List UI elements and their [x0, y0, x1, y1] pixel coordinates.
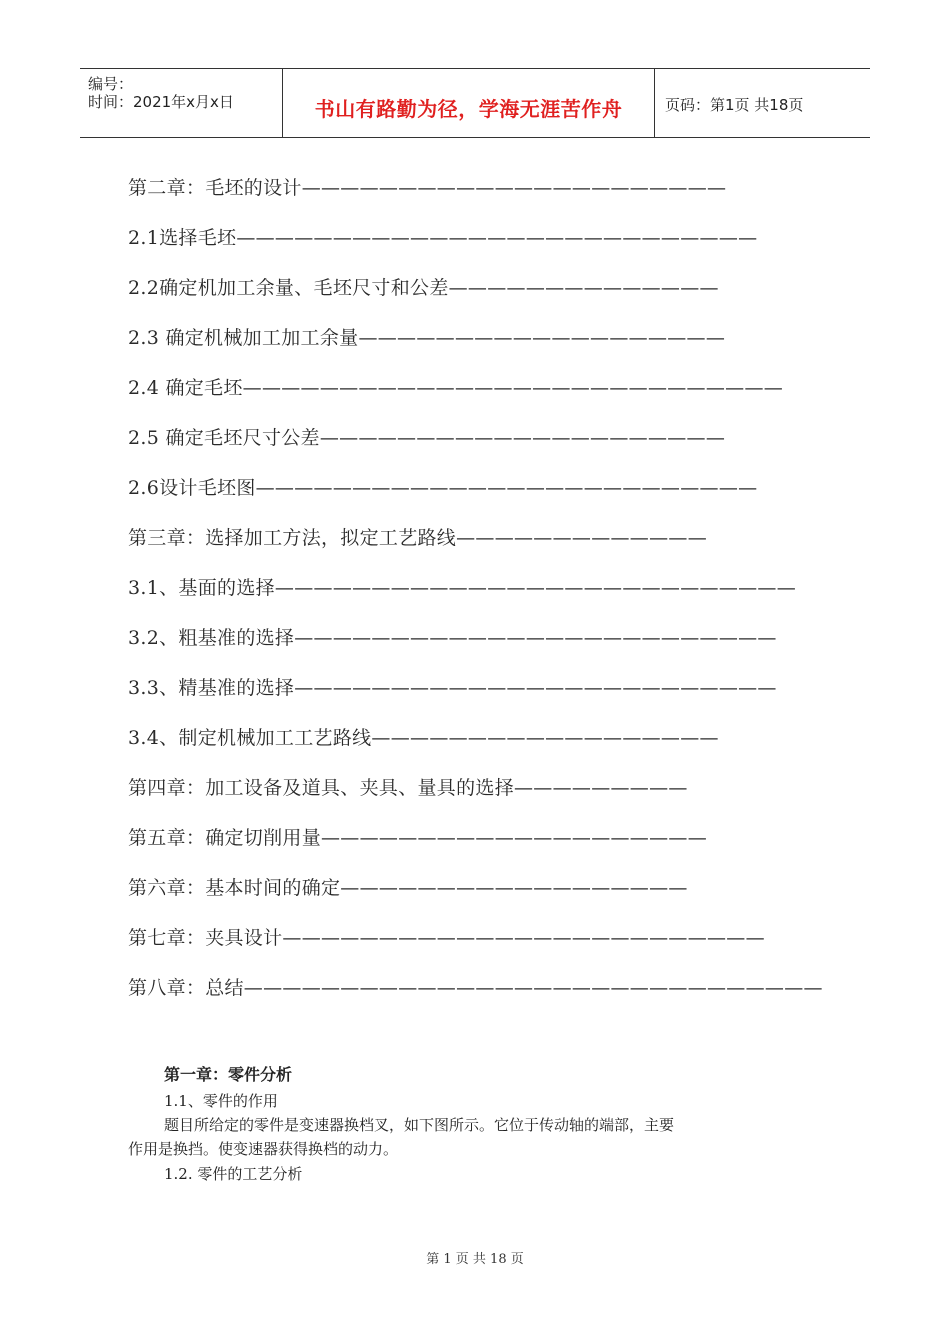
code-label: 编号：: [88, 75, 134, 93]
toc-item: 第八章：总结——————————————————————————————: [128, 977, 823, 999]
toc-item: 3.1、基面的选择———————————————————————————: [128, 577, 797, 599]
toc-item: 第四章：加工设备及道具、夹具、量具的选择—————————: [128, 777, 688, 799]
toc-item: 2.1选择毛坯———————————————————————————: [128, 227, 758, 249]
chapter-title: 第一章：零件分析: [164, 1065, 293, 1084]
section-heading: 1.1、零件的作用: [164, 1092, 278, 1110]
toc-item: 2.2确定机加工余量、毛坯尺寸和公差——————————————: [128, 277, 719, 299]
paragraph-line: 题目所给定的零件是变速器换档叉，如下图所示。它位于传动轴的端部，主要: [164, 1116, 675, 1134]
paragraph-line: 作用是换挡。使变速器获得换档的动力。: [128, 1140, 399, 1158]
toc-item: 2.4 确定毛坯————————————————————————————: [128, 377, 784, 399]
toc-item: 第三章：选择加工方法，拟定工艺路线—————————————: [128, 527, 708, 549]
header-table: [80, 68, 870, 138]
header-page-cell: [655, 69, 870, 137]
header-meta-cell: [80, 69, 283, 137]
header-motto-cell: [283, 69, 655, 137]
toc-item: 2.5 确定毛坯尺寸公差—————————————————————: [128, 427, 726, 449]
toc-item: 3.4、制定机械加工工艺路线——————————————————: [128, 727, 719, 749]
table-of-contents: [128, 173, 823, 1023]
page-info: 页码：第1页 共18页: [665, 96, 804, 114]
toc-item: 第五章：确定切削用量————————————————————: [128, 827, 708, 849]
toc-item: 3.3、精基准的选择—————————————————————————: [128, 677, 777, 699]
toc-item: 3.2、粗基准的选择—————————————————————————: [128, 627, 777, 649]
date-label: 时间：2021年x月x日: [88, 93, 234, 111]
motto-text: 书山有路勤为径，学海无涯苦作舟: [314, 97, 623, 121]
section-heading: 1.2. 零件的工艺分析: [164, 1165, 303, 1183]
toc-item: 2.3 确定机械加工加工余量———————————————————: [128, 327, 726, 349]
page-footer: 第 1 页 共 18 页: [426, 1252, 524, 1267]
toc-item: 第六章：基本时间的确定——————————————————: [128, 877, 688, 899]
toc-item: 第二章：毛坯的设计——————————————————————: [128, 177, 727, 199]
toc-item: 第七章：夹具设计—————————————————————————: [128, 927, 765, 949]
toc-item: 2.6设计毛坯图——————————————————————————: [128, 477, 758, 499]
